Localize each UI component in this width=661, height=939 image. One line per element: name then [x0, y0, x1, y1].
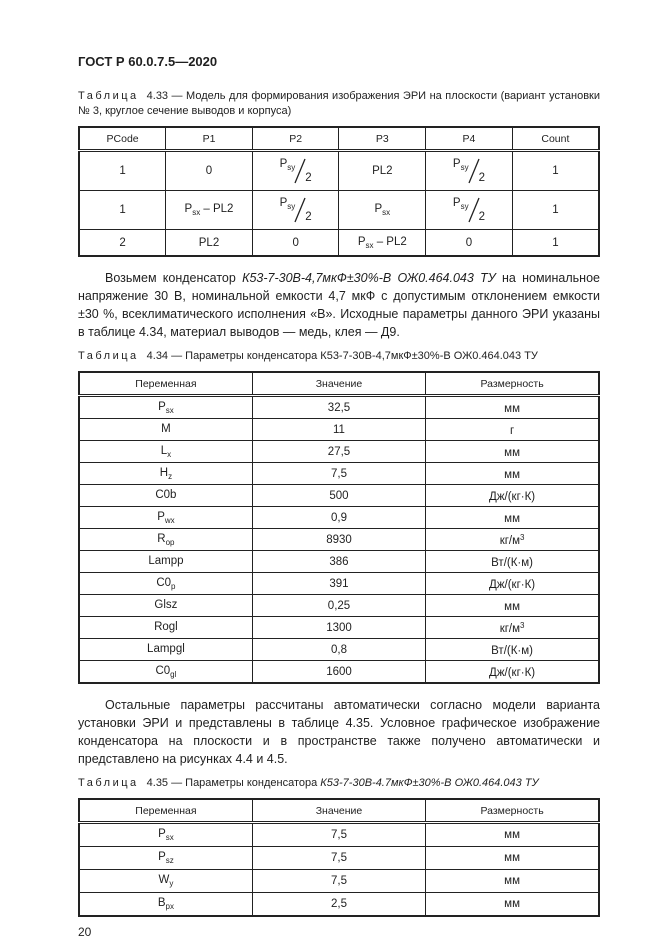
p3-cell: PL2 — [339, 151, 426, 191]
caption-word: Таблица — [78, 350, 139, 362]
variable-cell: Lampgl — [79, 639, 252, 661]
p1-cell: $P_{sx} - PL2$ — [166, 191, 253, 230]
table-row — [79, 617, 599, 639]
value-cell: 27,5 — [252, 441, 425, 463]
p2-cell — [252, 191, 339, 230]
unit-cell: мм — [426, 870, 599, 893]
unit-cell: Вт/(К·м) — [426, 551, 599, 573]
table-row — [79, 551, 599, 573]
variable-cell: M — [79, 419, 252, 441]
table-row — [79, 823, 599, 847]
paragraph-capacitor-intro: Возьмем конденсатор К53-7-30В-4,7мкФ±30%-В ОЖ0.464.043 ТУ на номинальное напряжение 30 В, номинальной емкости 4,7 мкФ с допустимым отклонением емкости ±30 %, всеклиматического исполнения «В». Исходные параметры данного ЭРИ указаны в таблице 4.34, материал выводов — медь, клея — Д9. — [78, 271, 600, 339]
table-4-33-caption — [78, 89, 600, 119]
value-cell: 7,5 — [252, 463, 425, 485]
unit-cell: мм — [426, 847, 599, 870]
column-header-p1: P1 — [166, 127, 253, 151]
p2-cell — [252, 151, 339, 191]
table-row — [79, 847, 599, 870]
p4-cell: 0 — [426, 230, 513, 257]
unit-cell: мм — [426, 463, 599, 485]
caption-text: 4.34 — Параметры конденсатора К53-7-30В-4,7мкФ±30%-В ОЖ0.464.043 ТУ — [146, 350, 538, 362]
table-row — [79, 191, 599, 230]
p4-cell — [426, 191, 513, 230]
value-cell: 500 — [252, 485, 425, 507]
column-header-unit: Размерность — [426, 799, 599, 823]
column-header-pcode: PCode — [79, 127, 166, 151]
variable-cell: $P_{sx}$ — [79, 396, 252, 419]
table-row — [79, 463, 599, 485]
unit-cell: мм — [426, 595, 599, 617]
variable-cell: $P_{sz}$ — [79, 847, 252, 870]
table-row — [79, 507, 599, 529]
p1-cell: 0 — [166, 151, 253, 191]
document-header: ГОСТ Р 60.0.7.5—2020 — [78, 54, 218, 69]
table-row — [79, 441, 599, 463]
value-cell: 7,5 — [252, 870, 425, 893]
capacitor-designation: К53-7-30В-4.7мкФ±30%-В ОЖ0.464.043 ТУ — [320, 777, 539, 789]
table-row — [79, 529, 599, 551]
variable-cell: $P_{sx}$ — [79, 823, 252, 847]
unit-cell: мм — [426, 823, 599, 847]
column-header-value: Значение — [252, 799, 425, 823]
unit-cell: мм — [426, 893, 599, 917]
variable-cell: $P_{wx}$ — [79, 507, 252, 529]
table-row — [79, 573, 599, 595]
column-header-p2: P2 — [252, 127, 339, 151]
fraction-psy-over-2: $P_{sy}$ 2 — [452, 197, 485, 223]
column-header-p4: P4 — [426, 127, 513, 151]
unit-cell: $кг/м^3$ — [426, 529, 599, 551]
value-cell: 7,5 — [252, 847, 425, 870]
table-row — [79, 151, 599, 191]
column-header-variable: Переменная — [79, 799, 252, 823]
column-header-variable: Переменная — [79, 372, 252, 396]
p3-cell: $P_{sx}$ — [339, 191, 426, 230]
variable-cell: $C0_{gl}$ — [79, 661, 252, 684]
unit-cell: Дж/(кг·К) — [426, 573, 599, 595]
table-4-33 — [78, 126, 600, 257]
variable-cell: $R_{op}$ — [79, 529, 252, 551]
p3-cell: $P_{sx} - PL2$ — [339, 230, 426, 257]
value-cell: 2,5 — [252, 893, 425, 917]
value-cell: 0,9 — [252, 507, 425, 529]
caption-word: Таблица — [78, 90, 139, 102]
table-row — [79, 396, 599, 419]
count-cell: 1 — [512, 230, 599, 257]
value-cell: 1600 — [252, 661, 425, 684]
table-4-34-caption — [78, 349, 600, 364]
table-row — [79, 419, 599, 441]
unit-cell: мм — [426, 396, 599, 419]
variable-cell: Lampp — [79, 551, 252, 573]
unit-cell: Дж/(кг·К) — [426, 661, 599, 684]
value-cell: 11 — [252, 419, 425, 441]
caption-text: 4.35 — Параметры конденсатора — [146, 777, 321, 789]
table-4-35-caption — [78, 776, 600, 791]
value-cell: 386 — [252, 551, 425, 573]
unit-cell: $кг/м^3$ — [426, 617, 599, 639]
variable-cell: Rogl — [79, 617, 252, 639]
fraction-psy-over-2: $P_{sy}$ 2 — [279, 158, 312, 184]
variable-cell: $C0_p$ — [79, 573, 252, 595]
paragraph-auto-params: Остальные параметры рассчитаны автоматически согласно модели варианта установки ЭРИ и представлены в таблице 4.35. Условное графическое изображение конденсатора на плоскости и в пространстве также получено автоматически и представлено на рисунках 4.4 и 4.5. — [78, 698, 600, 766]
page-number: 20 — [78, 925, 92, 939]
fraction-psy-over-2: $P_{sy}$ 2 — [452, 158, 485, 184]
value-cell: 1300 — [252, 617, 425, 639]
caption-text: 4.33 — Модель для формирования изображения ЭРИ на плоскости (вариант установки № 3, круглое сечение выводов и корпуса) — [78, 90, 600, 117]
value-cell: 32,5 — [252, 396, 425, 419]
table-row — [79, 893, 599, 917]
count-cell: 1 — [512, 151, 599, 191]
table-4-34 — [78, 371, 600, 684]
value-cell: 391 — [252, 573, 425, 595]
pcode-cell: 2 — [79, 230, 166, 257]
table-row — [79, 595, 599, 617]
unit-cell: г — [426, 419, 599, 441]
variable-cell: Glsz — [79, 595, 252, 617]
variable-cell: $B_{px}$ — [79, 893, 252, 917]
value-cell: 0,25 — [252, 595, 425, 617]
fraction-psy-over-2: $P_{sy}$ 2 — [279, 197, 312, 223]
p4-cell — [426, 151, 513, 191]
table-4-35 — [78, 798, 600, 917]
table-header-row — [79, 372, 599, 396]
table-row — [79, 230, 599, 257]
variable-cell: $L_x$ — [79, 441, 252, 463]
count-cell: 1 — [512, 191, 599, 230]
unit-cell: мм — [426, 441, 599, 463]
unit-cell: мм — [426, 507, 599, 529]
column-header-value: Значение — [252, 372, 425, 396]
table-row — [79, 870, 599, 893]
p1-cell: PL2 — [166, 230, 253, 257]
value-cell: 7,5 — [252, 823, 425, 847]
pcode-cell: 1 — [79, 191, 166, 230]
caption-word: Таблица — [78, 777, 139, 789]
value-cell: 8930 — [252, 529, 425, 551]
table-row — [79, 485, 599, 507]
column-header-p3: P3 — [339, 127, 426, 151]
pcode-cell: 1 — [79, 151, 166, 191]
table-header-row — [79, 127, 599, 151]
variable-cell: $W_y$ — [79, 870, 252, 893]
table-row — [79, 639, 599, 661]
variable-cell: C0b — [79, 485, 252, 507]
variable-cell: $H_z$ — [79, 463, 252, 485]
value-cell: 0,8 — [252, 639, 425, 661]
capacitor-designation: К53-7-30В-4,7мкФ±30%-В ОЖ0.464.043 ТУ — [242, 271, 496, 285]
unit-cell: Дж/(кг·К) — [426, 485, 599, 507]
p2-cell: 0 — [252, 230, 339, 257]
column-header-count: Count — [512, 127, 599, 151]
table-row — [79, 661, 599, 684]
table-header-row — [79, 799, 599, 823]
unit-cell: Вт/(К·м) — [426, 639, 599, 661]
column-header-unit: Размерность — [426, 372, 599, 396]
